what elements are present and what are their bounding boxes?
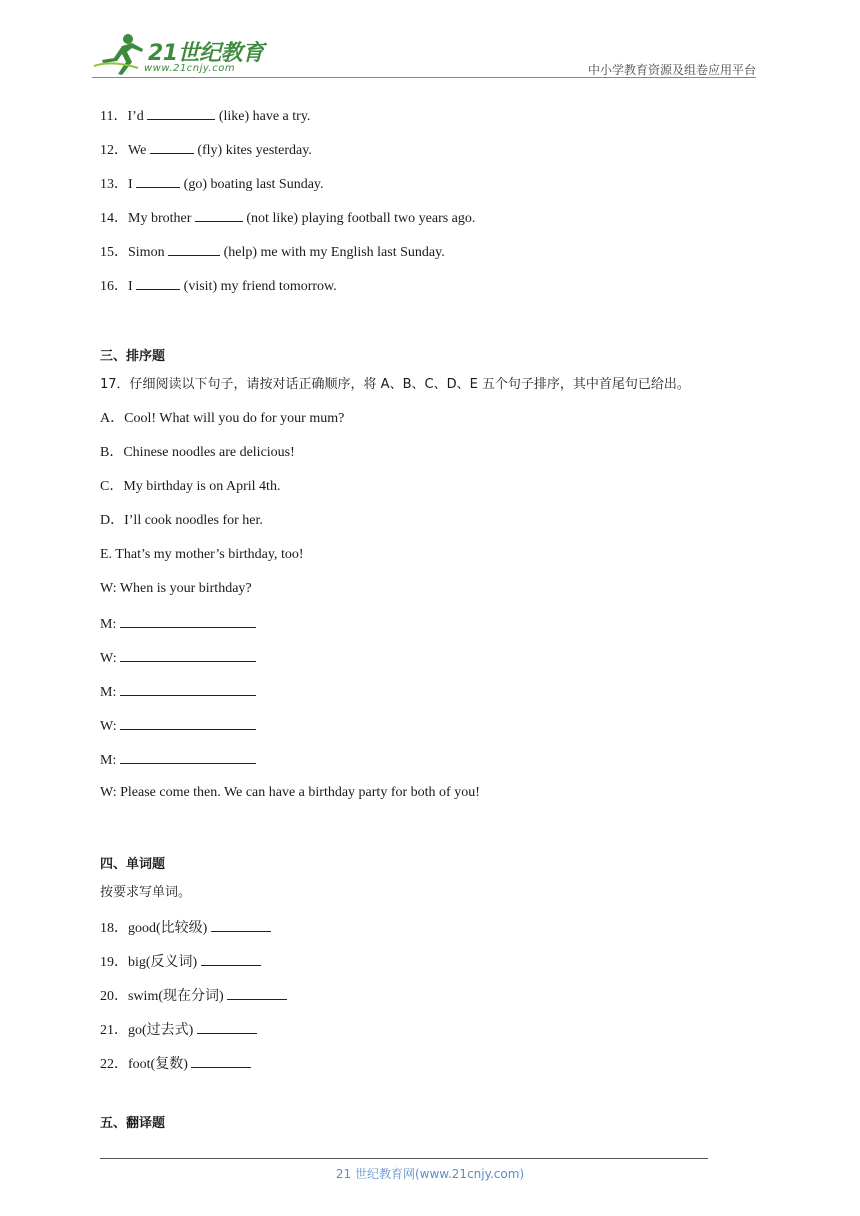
answer-blank[interactable] (120, 750, 256, 764)
section-title: 四、单词题 (100, 857, 166, 872)
speaker-label: W: (100, 651, 117, 666)
question-number: 12． (100, 143, 128, 158)
question-number: 21． (100, 1023, 128, 1038)
option-e: E. That’s my mother’s birthday, too! (100, 547, 304, 562)
question-number: 18． (100, 921, 128, 936)
question-number: 20． (100, 989, 128, 1004)
answer-blank[interactable] (120, 682, 256, 696)
question-14 (100, 208, 475, 228)
dialogue-line (100, 682, 256, 702)
dialogue-line (100, 716, 256, 736)
question-text: swim(现在分词) (128, 989, 224, 1004)
question-text: big(反义词) (128, 955, 198, 970)
option-a: A．Cool! What will you do for your mum? (100, 411, 345, 426)
question-22 (100, 1054, 251, 1074)
question-text: I (128, 177, 133, 192)
question-number: 19． (100, 955, 128, 970)
option-b: B．Chinese noodles are delicious! (100, 445, 295, 460)
question-17: 17．仔细阅读以下句子，请按对话正确顺序，将 A、B、C、D、E 五个句子排序，其中首尾句已给出。 (100, 377, 690, 392)
question-12 (100, 140, 312, 160)
question-15 (100, 242, 445, 262)
question-11 (100, 106, 310, 126)
question-text: foot(复数) (128, 1057, 188, 1072)
dialogue-line (100, 648, 256, 668)
header-divider (92, 77, 756, 78)
question-number: 16． (100, 279, 128, 294)
question-text: I (128, 279, 133, 294)
question-text: (help) me with my English last Sunday. (223, 245, 445, 260)
question-number: 14． (100, 211, 128, 226)
question-text: I’d (127, 109, 144, 124)
page-header (92, 30, 756, 78)
speaker-label: M: (100, 617, 117, 632)
question-text: (visit) my friend tomorrow. (183, 279, 337, 294)
question-text: (go) boating last Sunday. (183, 177, 324, 192)
question-text: (like) have a try. (218, 109, 311, 124)
question-20 (100, 986, 287, 1006)
section-title: 三、排序题 (100, 349, 166, 364)
answer-blank[interactable] (136, 276, 180, 290)
question-18 (100, 918, 271, 938)
dialogue-line (100, 750, 256, 770)
site-label: 中小学教育资源及组卷应用平台 (587, 63, 756, 77)
dialogue-first-line: W: When is your birthday? (100, 581, 252, 596)
question-number: 13． (100, 177, 128, 192)
question-text: Simon (128, 245, 165, 260)
question-19 (100, 952, 261, 972)
answer-blank[interactable] (120, 648, 256, 662)
question-text: My brother (128, 211, 192, 226)
answer-blank[interactable] (136, 174, 180, 188)
question-number: 22． (100, 1057, 128, 1072)
dialogue-line (100, 614, 256, 634)
answer-blank[interactable] (201, 952, 261, 966)
answer-blank[interactable] (120, 614, 256, 628)
answer-blank[interactable] (168, 242, 220, 256)
question-number: 15． (100, 245, 128, 260)
footer-divider (100, 1158, 708, 1159)
speaker-label: M: (100, 753, 117, 768)
speaker-label: M: (100, 685, 117, 700)
question-21 (100, 1020, 257, 1040)
question-text: go(过去式) (128, 1023, 194, 1038)
question-number: 11． (100, 109, 128, 124)
option-d: D．I’ll cook noodles for her. (100, 513, 263, 528)
question-text: good(比较级) (128, 921, 208, 936)
question-13 (100, 174, 324, 194)
question-text: (not like) playing football two years ago. (246, 211, 476, 226)
section-instruction: 按要求写单词。 (100, 885, 192, 900)
answer-blank[interactable] (211, 918, 271, 932)
question-16 (100, 276, 337, 296)
section-title: 五、翻译题 (100, 1116, 166, 1131)
dialogue-last-line: W: Please come then. We can have a birthday party for both of you! (100, 785, 480, 800)
speaker-label: W: (100, 719, 117, 734)
answer-blank[interactable] (150, 140, 194, 154)
answer-blank[interactable] (120, 716, 256, 730)
answer-blank[interactable] (195, 208, 243, 222)
logo (92, 30, 292, 78)
answer-blank[interactable] (227, 986, 287, 1000)
logo-text: 21世纪教育 (148, 41, 264, 66)
runner-logo-icon (92, 30, 148, 78)
question-text: (fly) kites yesterday. (197, 143, 312, 158)
option-c: C．My birthday is on April 4th. (100, 479, 281, 494)
footer-text[interactable]: 21 世纪教育网(www.21cnjy.com) (335, 1167, 525, 1181)
answer-blank[interactable] (197, 1020, 257, 1034)
answer-blank[interactable] (191, 1054, 251, 1068)
question-text: We (128, 143, 147, 158)
answer-blank[interactable] (147, 106, 215, 120)
logo-url: www.21cnjy.com (144, 63, 236, 74)
